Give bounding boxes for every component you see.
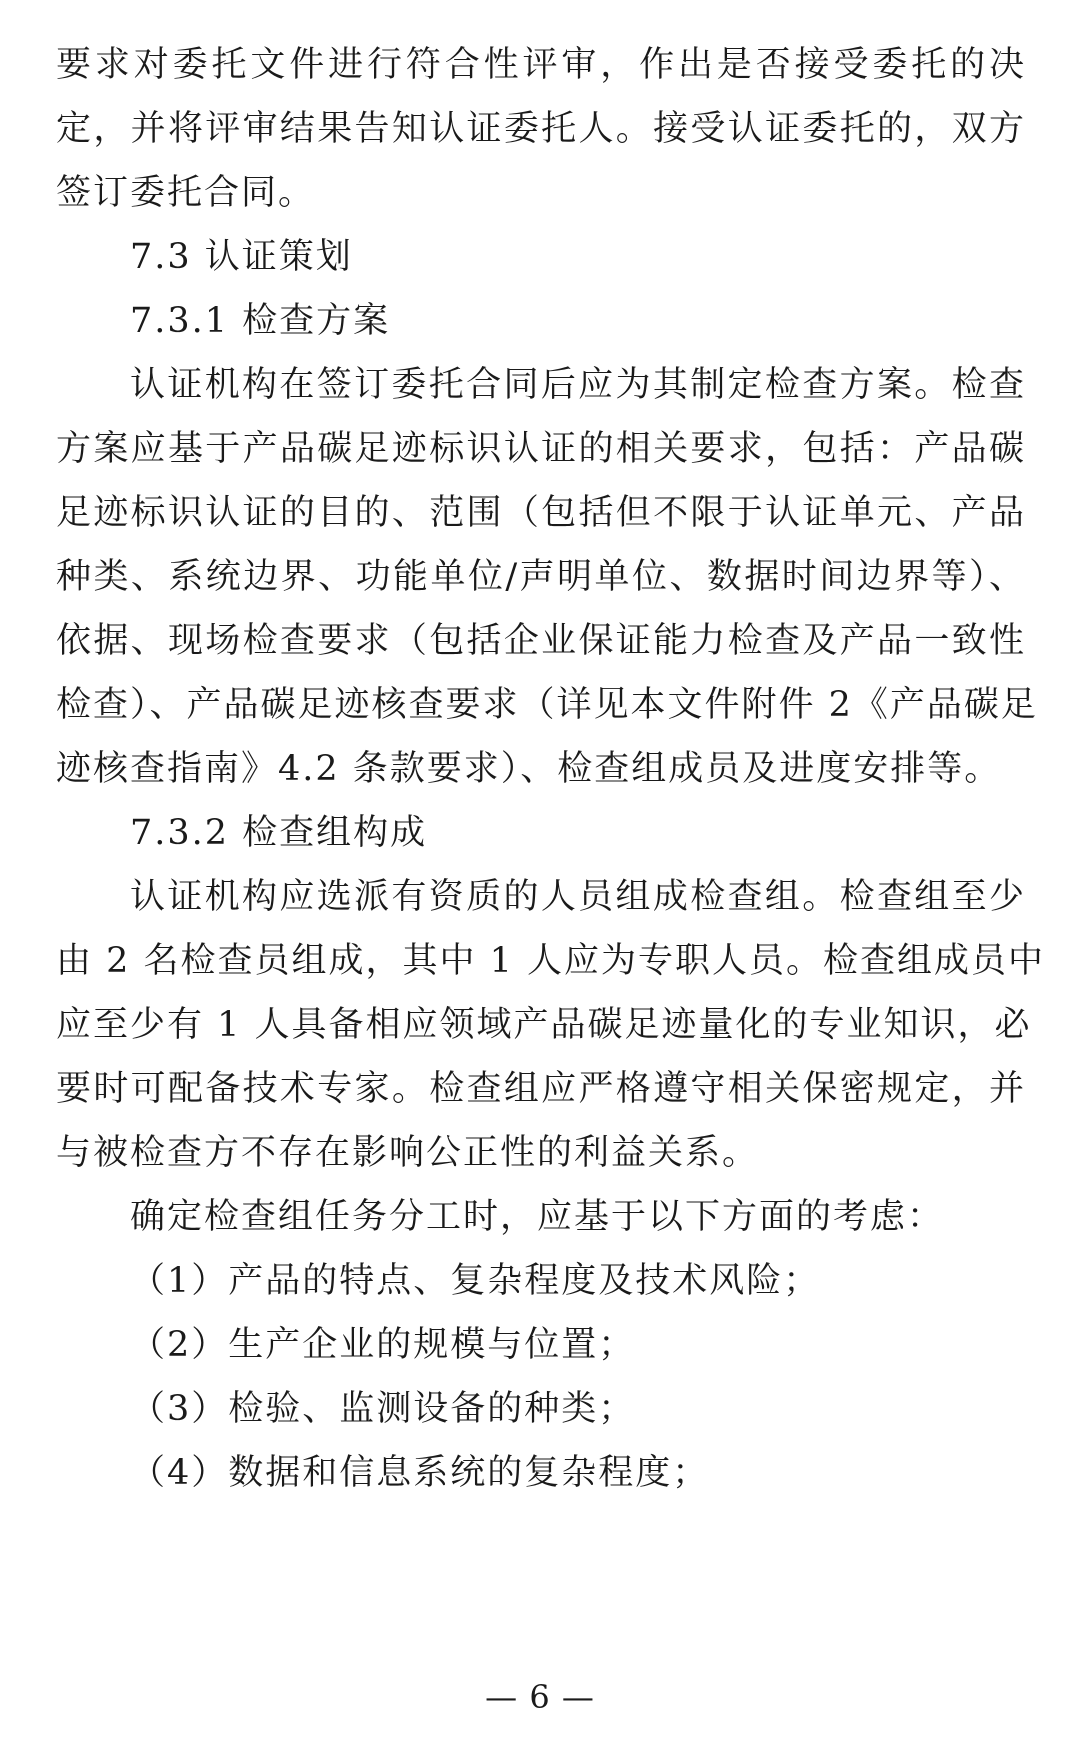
body-text-line: 方案应基于产品碳足迹标识认证的相关要求，包括：产品碳 [56,429,1026,469]
body-text-line: 依据、现场检查要求（包括企业保证能力检查及产品一致性 [56,621,1026,661]
body-text-line: 检查）、产品碳足迹核查要求（详见本文件附件 2《产品碳足 [56,685,1038,725]
body-text-line: 认证机构在签订委托合同后应为其制定检查方案。检查 [130,365,1026,405]
list-item-1: （1）产品的特点、复杂程度及技术风险； [130,1261,821,1301]
list-item-4: （4）数据和信息系统的复杂程度； [130,1453,710,1493]
section-heading-7-3: 7.3 认证策划 [130,237,353,277]
body-text-line: 由 2 名检查员组成，其中 1 人应为专职人员。检查组成员中 [56,941,1046,981]
body-text-line: 足迹标识认证的目的、范围（包括但不限于认证单元、产品 [56,493,1026,533]
body-text-line: 要求对委托文件进行符合性评审，作出是否接受委托的决 [56,45,1026,85]
body-text-line: 应至少有 1 人具备相应领域产品碳足迹量化的专业知识，必 [56,1005,1032,1045]
body-text-line: 定，并将评审结果告知认证委托人。接受认证委托的，双方 [56,109,1026,149]
list-item-3: （3）检验、监测设备的种类； [130,1389,636,1429]
body-text-line: 迹核查指南》4.2 条款要求）、检查组成员及进度安排等。 [56,749,1002,789]
section-heading-7-3-1: 7.3.1 检查方案 [130,301,391,341]
section-heading-7-3-2: 7.3.2 检查组构成 [130,813,428,853]
body-text-line: 种类、系统边界、功能单位/声明单位、数据时间边界等）、 [56,557,1026,597]
body-text-line: 认证机构应选派有资质的人员组成检查组。检查组至少 [130,877,1026,917]
body-text-line: 要时可配备技术专家。检查组应严格遵守相关保密规定，并 [56,1069,1026,1109]
body-text-line: 确定检查组任务分工时，应基于以下方面的考虑： [130,1197,945,1237]
page-number: — 6 — [485,1678,595,1716]
body-text-line: 与被检查方不存在影响公正性的利益关系。 [56,1133,760,1173]
body-text-line: 签订委托合同。 [56,173,316,213]
list-item-2: （2）生产企业的规模与位置； [130,1325,636,1365]
